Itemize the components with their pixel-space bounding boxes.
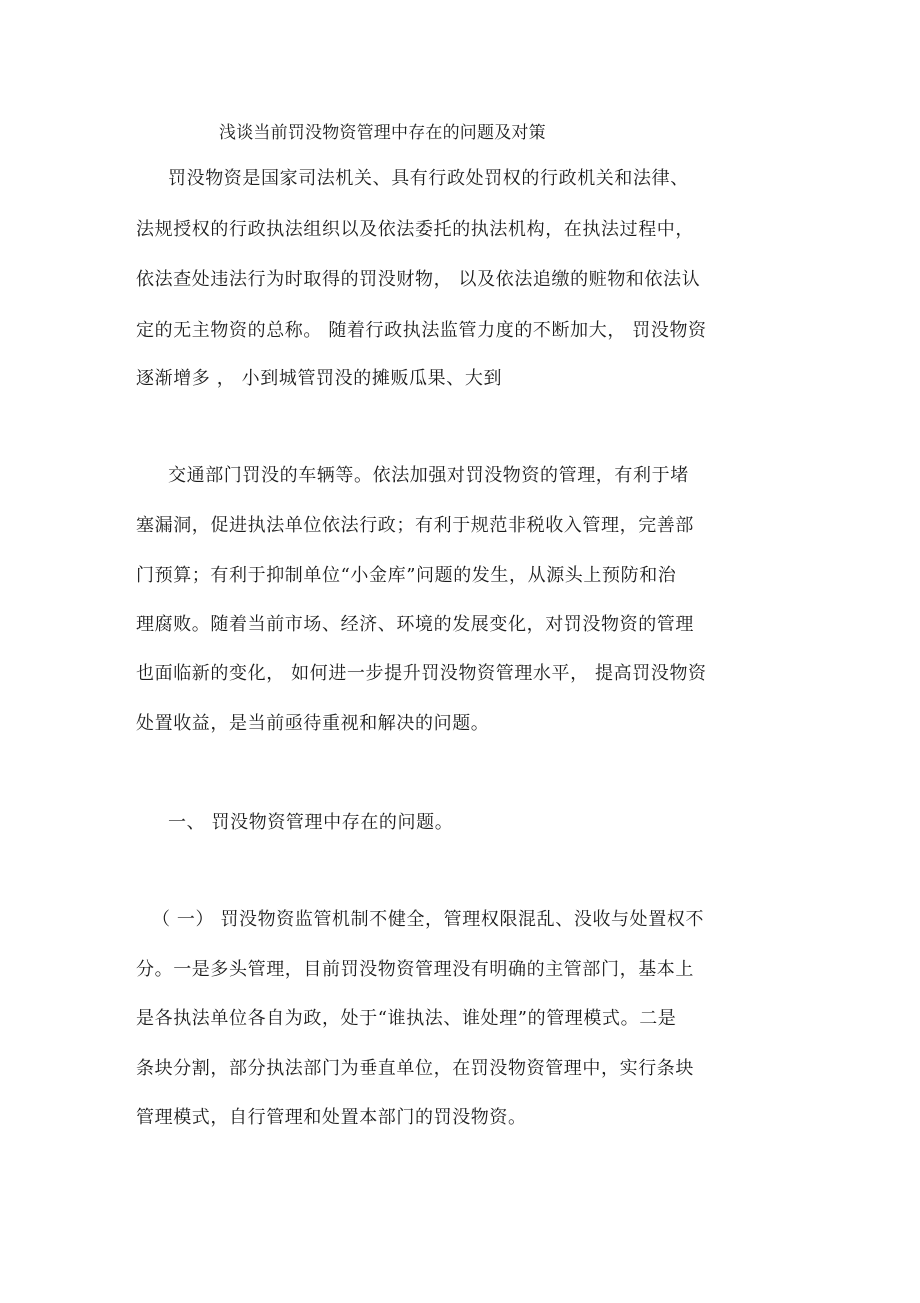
- subsection-line: 条块分割，部分执法部门为垂直单位，在罚没物资管理中，实行条块: [136, 1058, 694, 1079]
- paragraph-line: 理腐败。随着当前市场、经济、环境的发展变化，对罚没物资的管理: [136, 614, 694, 635]
- intro-line: 罚没物资是国家司法机关、具有行政处罚权的行政机关和法律、: [168, 168, 689, 189]
- paragraph-line: 也面临新的变化， 如何进一步提升罚没物资管理水平， 提高罚没物资: [136, 663, 707, 684]
- subsection-line: （ 一） 罚没物资监管机制不健全，管理权限混乱、没收与处置权不: [152, 909, 705, 930]
- paragraph-line: 塞漏洞，促进执法单位依法行政；有利于规范非税收入管理，完善部: [136, 515, 694, 536]
- paragraph-line: 交通部门罚没的车辆等。依法加强对罚没物资的管理，有利于堵: [168, 465, 689, 486]
- intro-line: 定的无主物资的总称。 随着行政执法监管力度的不断加大， 罚没物资: [136, 320, 707, 341]
- intro-line: 依法查处违法行为时取得的罚没财物， 以及依法追缴的赃物和依法认: [136, 269, 701, 290]
- intro-line: 逐渐增多 ， 小到城管罚没的摊贩瓜果、大到: [136, 368, 503, 389]
- intro-line: 法规授权的行政执法组织以及依法委托的执法机构，在执法过程中，: [136, 219, 694, 240]
- paragraph-line: 处置收益，是当前亟待重视和解决的问题。: [136, 713, 490, 734]
- paragraph-line: 门预算；有利于抑制单位“小金库”问题的发生，从源头上预防和治: [136, 565, 677, 586]
- subsection-line: 分。一是多头管理，目前罚没物资管理没有明确的主管部门，基本上: [136, 959, 694, 980]
- subsection-line: 是各执法单位各自为政，处于“谁执法、谁处理”的管理模式。二是: [136, 1008, 677, 1029]
- subsection-line: 管理模式，自行管理和处置本部门的罚没物资。: [136, 1107, 527, 1128]
- section-heading: 一、 罚没物资管理中存在的问题。: [168, 812, 454, 833]
- document-title: 浅谈当前罚没物资管理中存在的问题及对策: [219, 123, 546, 143]
